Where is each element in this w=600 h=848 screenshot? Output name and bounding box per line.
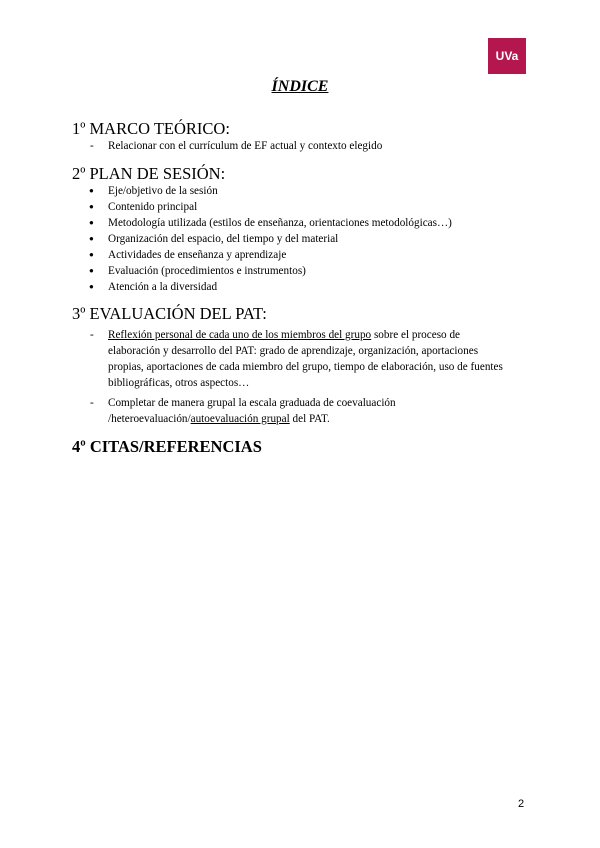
underlined-text: Reflexión personal de cada uno de los miembros del grupo [108,329,372,341]
uva-logo: UVa [488,38,526,74]
list-item: ● Evaluación (procedimientos e instrumentos) [86,263,506,279]
list-item: ● Atención a la diversidad [86,279,506,295]
marco-teorico-list [86,138,506,154]
item-text: del PAT. [289,413,330,425]
section-heading-evaluacion-pat: 3º EVALUACIÓN DEL PAT: [72,304,267,323]
list-item: ● Eje/objetivo de la sesión [86,183,506,199]
list-item: ● Contenido principal [86,199,506,215]
item-text: Completar de manera grupal la escala graduada de coevaluación /heteroevaluación/ [108,397,396,425]
page-number: 2 [518,798,525,810]
list-item: ● Actividades de enseñanza y aprendizaje [86,247,506,263]
evaluacion-pat-list [86,327,506,427]
list-item [86,327,506,391]
list-item: ● Organización del espacio, del tiempo y del material [86,231,506,247]
plan-sesion-list [86,183,506,295]
list-item: - Relacionar con el currículum de EF actual y contexto elegido [86,138,506,154]
list-item: ● Metodología utilizada (estilos de enseñanza, orientaciones metodológicas…) [86,215,506,231]
item-text: sobre el proceso de elaboración y desarrollo del PAT: grado de aprendizaje, organización, aportaciones propias, aportaciones de cada miembro del grupo, tiempo de elaboración, uso de fuentes bibliográficas, otros aspectos… [108,329,503,389]
section-heading-marco-teorico: 1º MARCO TEÓRICO: [72,119,230,138]
section-heading-citas-referencias: 4º CITAS/REFERENCIAS [72,437,262,456]
page-title: ÍNDICE [271,78,329,95]
underlined-text: autoevaluación grupal [190,413,290,425]
list-item [86,395,506,427]
section-heading-plan-sesion: 2º PLAN DE SESIÓN: [72,164,226,183]
